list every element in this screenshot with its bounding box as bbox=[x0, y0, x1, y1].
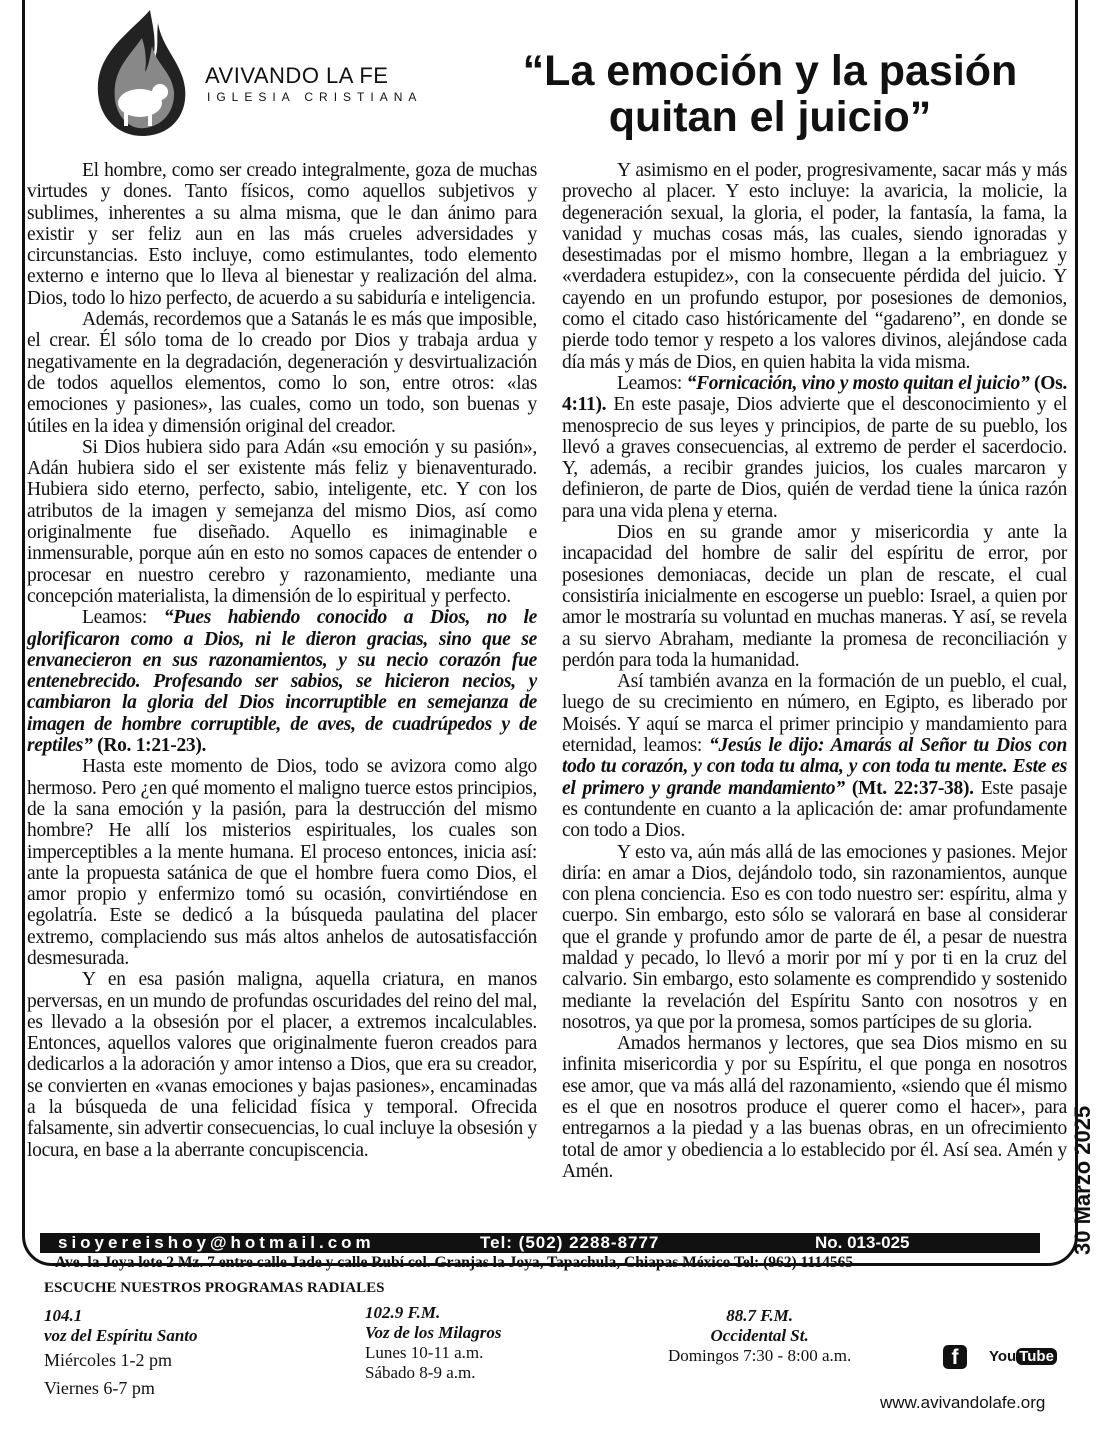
text-run: En este pasaje, Dios advierte que el desconocimiento y el menosprecio de sus leyes y principios, de parte de su pueblo, los llevó a graves consecuencias, al extremo de perder el sacerdocio. Y, además, a recibir grandes juicios, los cuales marcaron y definieron, de parte de Dios, quién de verdad tiene la única razón para una vida plena y eterna. bbox=[562, 394, 1067, 522]
text-run: Y en esa pasión maligna, aquella criatura, en manos perversas, en un mundo de profundas oscuridades del reino del mal, es llevado a la obsesión por el placer, a extremos incalculables. Entonces, aquellos valores que originalmente fueron creados para dedicarlos a la adoración y amor intenso a Dios, que era su creador, se convierten en «vanas emociones y bajas pasiones», encaminadas a la búsqueda de una felicidad física y temporal. Ofrecida falsamente, sin advertir consecuencias, lo cual incluye la obsesión y locura, en base a la aberrante concupiscencia. bbox=[27, 969, 537, 1161]
paragraph bbox=[562, 522, 1067, 671]
paragraph bbox=[562, 373, 1067, 522]
station-frequency: 102.9 F.M. bbox=[365, 1303, 441, 1322]
brand-name: AVIVANDO LA FE bbox=[205, 63, 389, 88]
station-1 bbox=[44, 1306, 198, 1402]
paragraph bbox=[27, 437, 537, 607]
station-frequency: 88.7 F.M. bbox=[726, 1306, 793, 1325]
text-run: Leamos: bbox=[617, 372, 687, 394]
text-run: Además, recordemos que a Satanás le es más que imposible, el crear. Él sólo toma de lo creado por Dios y trabaja ardua y negativamente en la degradación, degeneración y desvirtualización de todos aquellos elementos, como lo son, entre otros: «las emociones y pasiones», las cuales, como un todo, son buenas y útiles en la idea y dimensión original del creador. bbox=[27, 309, 537, 437]
text-run: El hombre, como ser creado integralmente, goza de muchas virtudes y dones. Tanto físicos, como aquellos subjetivos y sublimes, inherentes a su alma misma, que le dan ánimo para existir y ser feliz aun en las más crueles adversidades y circunstancias. Esto incluye, como estimulantes, todo elemento externo e interno que lo lleva al bienestar y realización del alma. Dios, todo lo hizo perfecto, de acuerdo a su sabiduría e inteligencia. bbox=[27, 160, 537, 309]
page-title: “La emoción y la pasión quitan el juicio” bbox=[522, 47, 1018, 141]
paragraph bbox=[562, 1033, 1067, 1182]
paragraph bbox=[27, 969, 537, 1161]
station-schedule: Miércoles 1-2 pm bbox=[44, 1350, 172, 1370]
right-column bbox=[562, 160, 1067, 1182]
text-run: Si Dios hubiera sido para Adán «su emoción y su pasión», Adán hubiera sido el ser existente más feliz y bienaventurado. Hubiera sido eterno, perfecto, sabio, inteligente, etc. Y con los atributos de la imagen y semejanza del mismo Dios, así como originalmente fue diseñado. Aquello es inimaginable e inmensurable, porque aún en esto no somos capaces de entender o procesar en nuestro cerebro y razonamiento, mediante una concepción materialista, la dimensión de lo espiritual y perfecto. bbox=[27, 436, 537, 607]
text-run: Y asimismo en el poder, progresivamente, sacar más y más provecho al placer. Y esto incluye: la avaricia, la molicie, la degeneración sexual, la gloria, el poder, la fantasía, la fama, la vanidad y muchas cosas más, las cuales, siendo ignoradas y desestimadas por el mismo hombre, llegan a la embriaguez y «verdadera estupidez», con la consecuente pérdida del juicio. Y cayendo en un profundo estupor, por posesiones de demonios, como el citado caso históricamente del “gadareno”, en donde se pierde todo temor y respeto a los valores divinos, alejándose cada día más y más de Dios, en quien habita la vida misma. bbox=[562, 160, 1067, 373]
youtube-text: You bbox=[989, 1348, 1017, 1365]
text-run: Dios en su grande amor y misericordia y ante la incapacidad del hombre de salir del espíritu de error, por posesiones demoniacas, decide un plan de rescate, el cual consistiría inicialmente en escogerse un pueblo: Israel, a quien por amor le mostraría su voluntad en muchas maneras. Y así, se revela a su siervo Abraham, mediante la promesa de reconciliación y perdón para toda la humanidad. bbox=[562, 522, 1067, 671]
paragraph bbox=[27, 309, 537, 437]
social-links bbox=[943, 1345, 1054, 1373]
emphasis-text: (Ro. 1:21-23). bbox=[97, 735, 207, 757]
station-3 bbox=[668, 1306, 851, 1366]
contact-bar bbox=[40, 1233, 1040, 1253]
station-name: Voz de los Milagros bbox=[365, 1323, 502, 1342]
paragraph bbox=[27, 607, 537, 756]
emphasis-text: “Pues habiendo conocido a Dios, no le glorificaron como a Dios, ni le dieron gracias, sino que se envanecieron en sus razonamientos, y su necio corazón fue entenebrecido. Profesando ser sabios, se hicieron necios, y cambiaron la gloria del Dios incorruptible en semejanza de imagen de hombre corruptible, de aves, de cuadrúpedos y de reptiles” bbox=[27, 607, 537, 757]
facebook-icon[interactable]: f bbox=[943, 1345, 967, 1369]
station-schedule: Viernes 6-7 pm bbox=[44, 1378, 155, 1398]
date-label: 30 Marzo 2025 bbox=[1070, 1105, 1095, 1255]
left-column bbox=[27, 160, 537, 1161]
address: Ave. la Joya lote 2 Mz. 7 entre calle Jade y calle Rubí col. Granjas la Joya, Tapachula, Chiapas México Tel: (962) 1114565 bbox=[55, 1254, 854, 1271]
emphasis-text: (Os. 4:11). bbox=[562, 372, 1067, 416]
text-run: Este pasaje es contundente en cuanto a la aplicación de: amar profundamente con todo a Dios. bbox=[562, 777, 1068, 842]
paragraph bbox=[562, 160, 1067, 373]
station-schedule: Sábado 8-9 a.m. bbox=[365, 1363, 476, 1382]
station-frequency: 104.1 bbox=[44, 1306, 83, 1325]
station-name: voz del Espíritu Santo bbox=[44, 1326, 198, 1345]
programs-title: ESCUCHE NUESTROS PROGRAMAS RADIALES bbox=[44, 1280, 385, 1296]
text-run bbox=[845, 778, 852, 799]
paragraph bbox=[562, 842, 1067, 1034]
text-run: Así también avanza en la formación de un pueblo, el cual, luego de su crecimiento en número, en Egipto, es liberado por Moisés. Y aquí se marca el primer principio y mandamiento para eternidad, leamos: bbox=[562, 671, 1067, 757]
emphasis-text: “Jesús le dijo: Amarás al Señor tu Dios con todo tu corazón, y con toda tu alma, y con toda tu mente. Este es el primero y grande mandamiento” bbox=[562, 735, 1067, 799]
paragraph bbox=[562, 671, 1067, 841]
text-run: Leamos: bbox=[82, 607, 164, 629]
email-link[interactable]: sioyereishoy@hotmail.com bbox=[58, 1233, 375, 1252]
flame-lamb-logo-icon bbox=[90, 8, 190, 138]
phone-number: Tel: (502) 2288-8777 bbox=[480, 1233, 660, 1252]
youtube-tube-text: Tube bbox=[1016, 1348, 1057, 1365]
station-schedule: Domingos 7:30 - 8:00 a.m. bbox=[668, 1346, 852, 1365]
paragraph bbox=[27, 756, 537, 969]
emphasis-text: “Fornicación, vino y mosto quitan el juicio” bbox=[686, 372, 1030, 394]
text-run: Amados hermanos y lectores, que sea Dios mismo en su infinita misericordia y por su Espíritu, el que ponga en nosotros ese amor, que va más allá del razonamiento, «siendo que él mismo es el que en nosotros produce el querer como el hacer», para entregarnos a la piedad y a las buenas obras, en un ofrecimiento total de amor y obediencia a lo establecido por él. Así sea. Amén y Amén. bbox=[562, 1033, 1067, 1182]
issue-number: No. 013-025 bbox=[815, 1233, 910, 1252]
youtube-icon[interactable] bbox=[989, 1345, 1057, 1369]
paragraph bbox=[27, 160, 537, 309]
text-run: Hasta este momento de Dios, todo se avizora como algo hermoso. Pero ¿en qué momento el maligno tuerce estos principios, de la sana emoción y la pasión, para la destrucción del mismo hombre? He allí los misterios espirituales, los cuales son imperceptibles a la mente humana. El proceso entonces, inicia así: ante la propuesta satánica de que el hombre fuera como Dios, el amor propio y enfermizo tomó su ocasión, convirtiéndose en egolatría. Este se dedicó a la búsqueda paulatina del placer extremo, complaciendo sus más altos anhelos de autosatisfacción desmesurada. bbox=[27, 756, 537, 969]
brand-subtitle: IGLESIA CRISTIANA bbox=[207, 90, 423, 104]
station-2 bbox=[365, 1303, 502, 1383]
website-link[interactable]: www.avivandolafe.org bbox=[880, 1393, 1046, 1412]
station-schedule: Lunes 10-11 a.m. bbox=[365, 1343, 484, 1362]
text-run: Y esto va, aún más allá de las emociones y pasiones. Mejor diría: en amar a Dios, dejándolo todo, sin razonamientos, aunque con plena conciencia. Eso es con todo nuestro ser: espíritu, alma y cuerpo. Sin embargo, esto sólo se valorará en base al considerar que el grande y profundo amor de parte de él, a pesar de nuestra maldad y pecado, lo llevó a morir por mí y por ti en la cruz del calvario. Sin embargo, esto solamente es comprendido y sostenido mediante la revelación del Espíritu Santo con nosotros y en nosotros, ya que por la promesa, somos partícipes de su gloria. bbox=[562, 841, 1067, 1033]
emphasis-text: (Mt. 22:37-38). bbox=[851, 777, 974, 799]
station-name: Occidental St. bbox=[710, 1326, 809, 1345]
